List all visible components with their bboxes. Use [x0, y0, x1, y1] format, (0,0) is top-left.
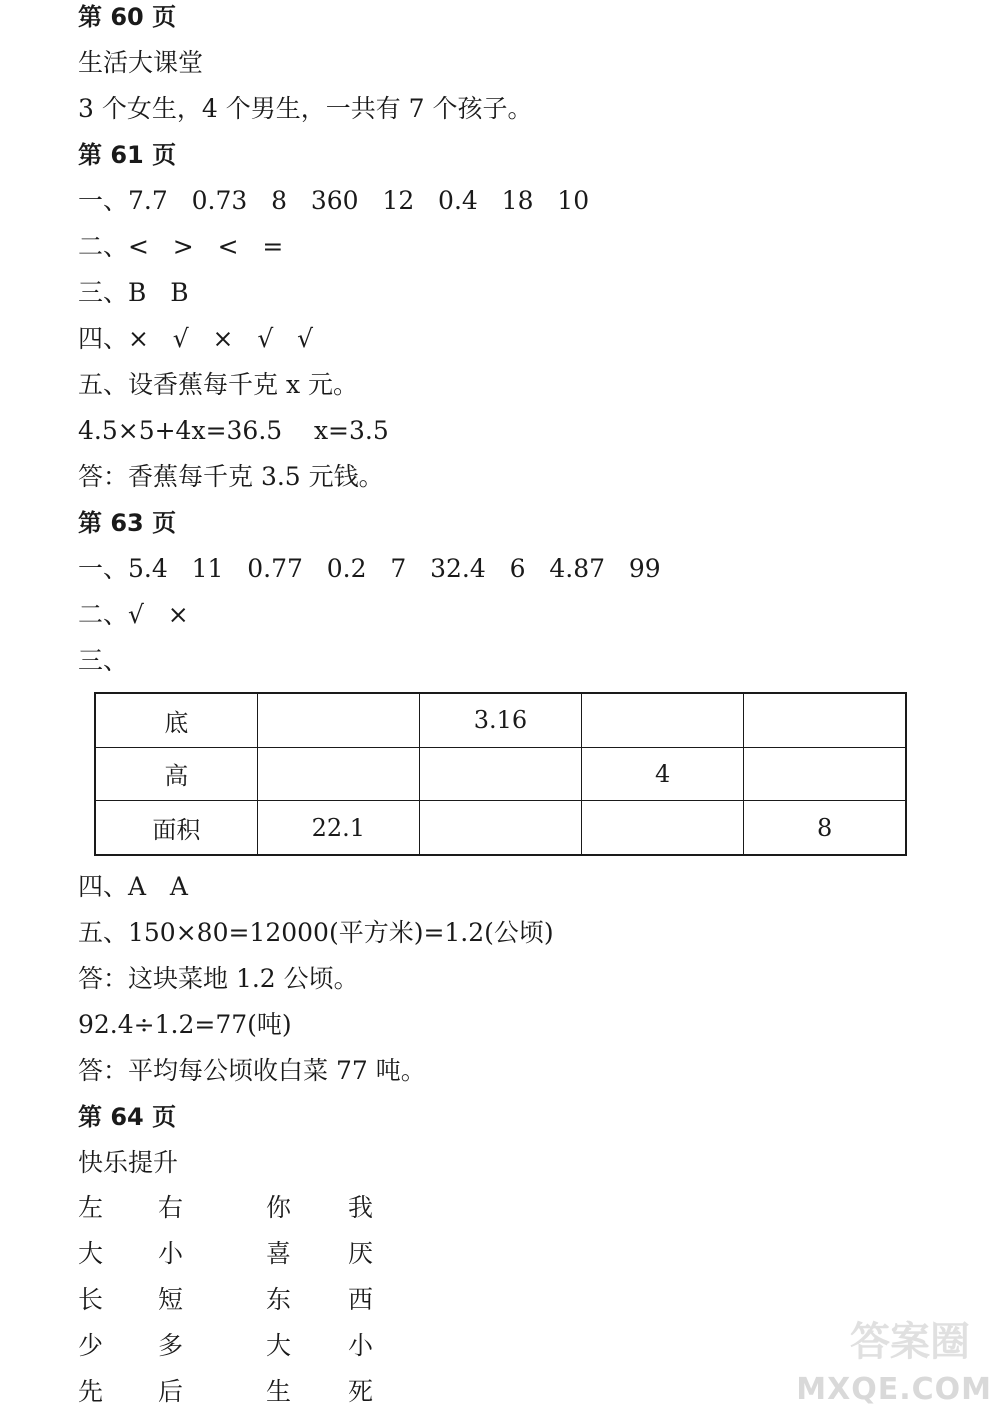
table-cell — [744, 693, 906, 747]
grid-cell: 我 — [348, 1193, 374, 1222]
page-61-q5: 五、设香蕉每千克 x 元。 — [78, 370, 358, 399]
table-cell: 3.16 — [419, 693, 581, 747]
table-cell: 高 — [95, 747, 257, 801]
grid-cell: 后 — [158, 1377, 184, 1406]
grid-cell: 西 — [348, 1285, 374, 1314]
grid-cell: 小 — [348, 1331, 374, 1360]
parallelogram-table — [94, 692, 907, 856]
table-row — [95, 693, 906, 747]
page-63-heading: 第 63 页 — [78, 509, 177, 537]
page-60-heading: 第 60 页 — [78, 3, 177, 31]
grid-cell: 东 — [266, 1285, 292, 1314]
grid-cell: 喜 — [266, 1239, 292, 1268]
table-cell — [582, 693, 744, 747]
grid-cell: 厌 — [348, 1239, 374, 1268]
page-64-heading: 第 64 页 — [78, 1103, 177, 1131]
watermark: MXQE.COM — [796, 1372, 992, 1407]
grid-cell: 长 — [78, 1285, 104, 1314]
page-61-q5-equation: 4.5×5+4x=36.5 x=3.5 — [78, 416, 389, 445]
page-64-section: 快乐提升 — [78, 1148, 179, 1177]
grid-cell: 短 — [158, 1285, 184, 1314]
table-cell — [419, 747, 581, 801]
table-cell: 底 — [95, 693, 257, 747]
grid-cell: 死 — [348, 1377, 374, 1406]
page-61-q5-answer: 答：香蕉每千克 3.5 元钱。 — [78, 462, 384, 491]
page-63-q5-answer2: 答：平均每公顷收白菜 77 吨。 — [78, 1056, 426, 1085]
grid-cell: 小 — [158, 1239, 184, 1268]
page-61-q3: 三、B B — [78, 278, 189, 307]
grid-cell: 大 — [78, 1239, 104, 1268]
page-63-q5: 五、150×80=12000(平方米)=1.2(公顷) — [78, 918, 554, 947]
page-63-q4: 四、A A — [78, 872, 188, 901]
grid-cell: 你 — [266, 1193, 292, 1222]
table-row — [95, 747, 906, 801]
table-cell — [744, 747, 906, 801]
table-cell — [257, 747, 419, 801]
watermark-logo: 答案圈 — [850, 1319, 970, 1365]
table-row — [95, 801, 906, 855]
grid-cell: 多 — [158, 1331, 184, 1360]
page-63-q1: 一、5.4 11 0.77 0.2 7 32.4 6 4.87 99 — [78, 554, 661, 583]
grid-cell: 右 — [158, 1193, 184, 1222]
page-61-q1: 一、7.7 0.73 8 360 12 0.4 18 10 — [78, 186, 590, 215]
page-63-q2: 二、√ × — [78, 600, 189, 629]
page-61-q4: 四、× √ × √ √ — [78, 324, 314, 353]
grid-cell: 先 — [78, 1377, 104, 1406]
page-63-q5-equation2: 92.4÷1.2=77(吨) — [78, 1010, 292, 1039]
grid-cell: 生 — [266, 1377, 292, 1406]
page-61-q2: 二、< > < = — [78, 232, 284, 261]
table-cell — [582, 801, 744, 855]
page-63-q3: 三、 — [78, 646, 129, 675]
table-cell: 22.1 — [257, 801, 419, 855]
grid-cell: 左 — [78, 1193, 104, 1222]
page-63-q5-answer1: 答：这块菜地 1.2 公顷。 — [78, 964, 359, 993]
table-cell: 8 — [744, 801, 906, 855]
page-61-heading: 第 61 页 — [78, 141, 177, 169]
table-cell — [419, 801, 581, 855]
page-60-line1: 3 个女生，4 个男生，一共有 7 个孩子。 — [78, 94, 533, 123]
table-cell: 4 — [582, 747, 744, 801]
grid-cell: 少 — [78, 1331, 104, 1360]
page-60-section: 生活大课堂 — [78, 48, 204, 77]
table-cell: 面积 — [95, 801, 257, 855]
grid-cell: 大 — [266, 1331, 292, 1360]
table-cell — [257, 693, 419, 747]
